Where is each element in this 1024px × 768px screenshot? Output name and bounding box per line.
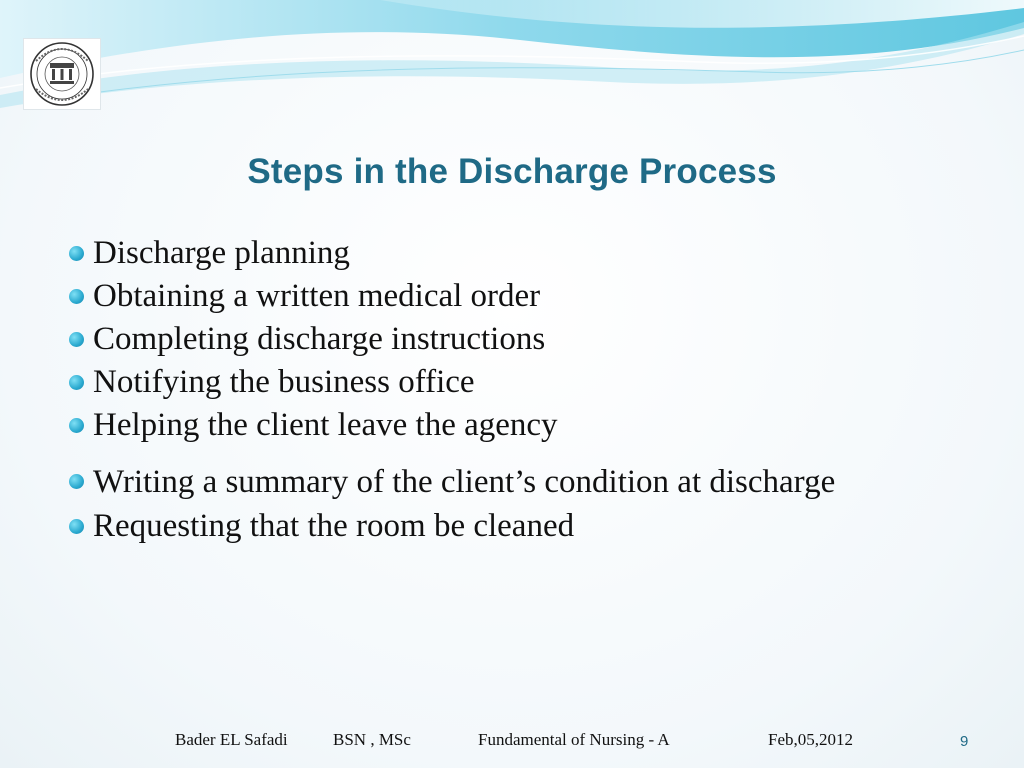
list-item xyxy=(62,232,962,275)
list-item-text: Helping the client leave the agency xyxy=(93,407,558,443)
list-item-text: Writing a summary of the client’s condition at discharge xyxy=(93,464,836,500)
circle-bullet-icon xyxy=(69,418,84,433)
list-item xyxy=(62,404,962,447)
footer-credentials: BSN , MSc xyxy=(333,730,411,749)
circle-bullet-icon xyxy=(69,289,84,304)
list-item-text: Obtaining a written medical order xyxy=(93,278,541,314)
list-item-text: Completing discharge instructions xyxy=(93,321,546,357)
circle-bullet-icon xyxy=(69,246,84,261)
circle-bullet-icon xyxy=(69,332,84,347)
list-item-text: Discharge planning xyxy=(93,235,350,271)
page-number: 9 xyxy=(960,733,969,750)
circle-bullet-icon xyxy=(69,375,84,390)
list-item-text: Requesting that the room be cleaned xyxy=(93,508,575,544)
list-item xyxy=(62,361,962,404)
list-item xyxy=(62,505,962,548)
slide-title: Steps in the Discharge Process xyxy=(247,152,777,191)
footer-course: Fundamental of Nursing - A xyxy=(478,730,670,749)
footer-author: Bader EL Safadi xyxy=(175,730,288,749)
list-item xyxy=(62,275,962,318)
list-item xyxy=(62,318,962,361)
circle-bullet-icon xyxy=(69,519,84,534)
bullet-list xyxy=(62,232,962,548)
footer-date: Feb,05,2012 xyxy=(768,730,853,749)
list-item-text: Notifying the business office xyxy=(93,364,475,400)
list-item xyxy=(62,459,853,505)
university-seal-icon xyxy=(23,38,101,110)
header-wave-decoration xyxy=(0,0,1024,120)
circle-bullet-icon xyxy=(69,474,84,489)
